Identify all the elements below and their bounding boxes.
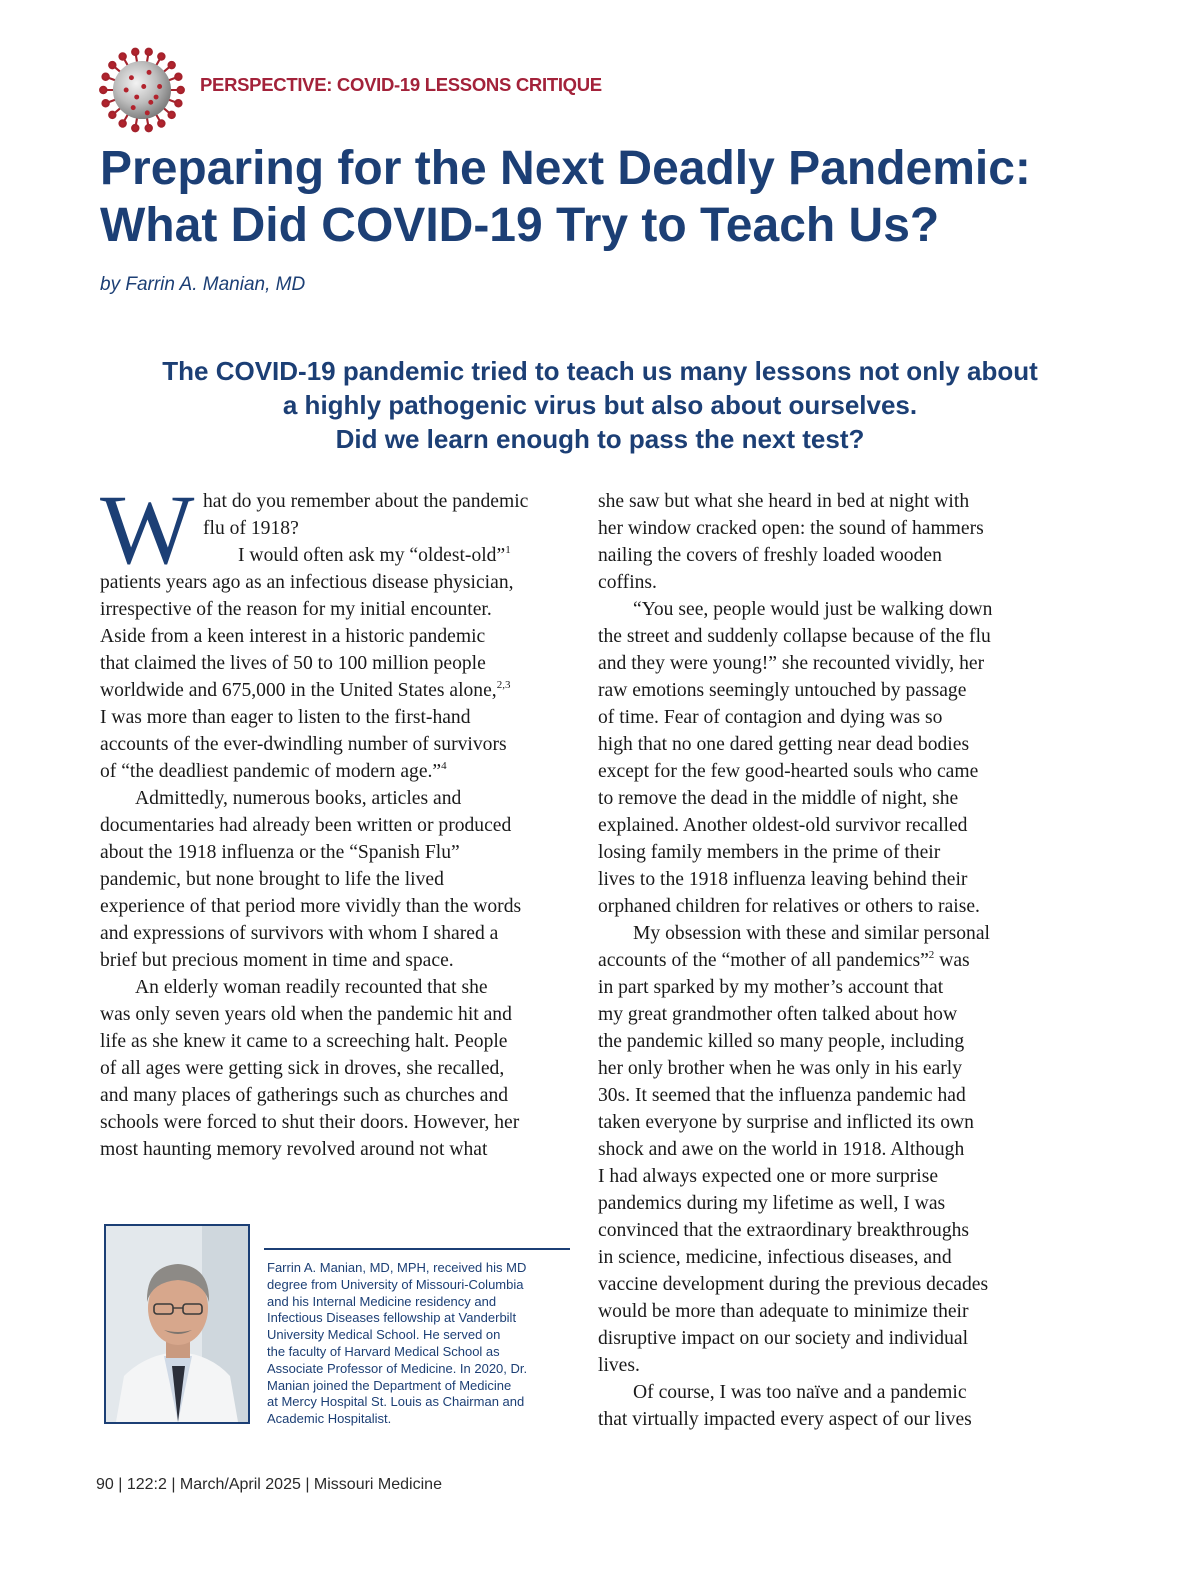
bio-line: and his Internal Medicine residency and (267, 1293, 497, 1309)
text-line: coffins. (598, 572, 657, 593)
text-line: I was more than eager to listen to the first-hand (100, 707, 471, 728)
text-line: about the 1918 influenza or the “Spanish Flu” (100, 842, 460, 863)
text-line: documentaries had already been written or produced (100, 815, 512, 836)
text-line: vaccine development during the previous decades (598, 1274, 989, 1295)
text-line: lives. (598, 1355, 640, 1376)
bio-line: Farrin A. Manian, MD, MPH, received his MD (267, 1260, 527, 1275)
text-line: that virtually impacted every aspect of our lives (598, 1409, 972, 1430)
text-line: that claimed the lives of 50 to 100 million people (100, 653, 486, 674)
text-line: Admittedly, numerous books, articles and (135, 788, 462, 809)
text-line: worldwide and 675,000 in the United States alone,$^{2,3}$ (100, 679, 511, 701)
bio-line: Associate Professor of Medicine. In 2020, Dr. (267, 1360, 528, 1376)
author-portrait-icon (106, 1226, 248, 1422)
left-column (100, 488, 580, 1163)
deck-line: a highly pathogenic virus but also about ourselves. (282, 390, 918, 420)
coronavirus-icon (98, 46, 186, 134)
text-line: Of course, I was too naïve and a pandemic (633, 1382, 967, 1403)
text-line: of “the deadliest pandemic of modern age.”$^4$ (100, 760, 447, 782)
bio-divider (264, 1248, 570, 1250)
bio-line: Manian joined the Department of Medicine (267, 1377, 512, 1393)
text-line: life as she knew it came to a screeching halt. People (100, 1031, 508, 1052)
text-line: hat do you remember about the pandemic (203, 491, 529, 512)
page-footer: 90 | 122:2 | March/April 2025 | Missouri Medicine (96, 1476, 442, 1493)
text-line: “You see, people would just be walking down (633, 599, 993, 620)
text-line: was only seven years old when the pandemic hit and (100, 1004, 512, 1025)
text-line: pandemics during my lifetime as well, I was (598, 1193, 946, 1214)
text-line: to remove the dead in the middle of night, she (598, 788, 959, 809)
text-line: experience of that period more vividly than the words (100, 896, 522, 917)
bio-line: Academic Hospitalist. (267, 1411, 392, 1427)
text-line: except for the few good-hearted souls who came (598, 761, 979, 782)
text-line: disruptive impact on our society and individual (598, 1328, 969, 1349)
title-line: Preparing for the Next Deadly Pandemic: (100, 142, 1031, 195)
text-line: would be more than adequate to minimize their (598, 1301, 969, 1322)
text-line: in science, medicine, infectious diseases, and (598, 1247, 952, 1268)
right-column (598, 488, 1048, 1433)
text-line: explained. Another oldest-old survivor recalled (598, 815, 968, 836)
article-title (100, 140, 1140, 254)
text-line: convinced that the extraordinary breakthroughs (598, 1220, 970, 1241)
deck-line: The COVID-19 pandemic tried to teach us many lessons not only about (162, 356, 1038, 386)
text-line: high that no one dared getting near dead bodies (598, 734, 970, 755)
text-line: my great grandmother often talked about how (598, 1004, 958, 1025)
text-line: My obsession with these and similar personal (633, 923, 990, 944)
text-line: the pandemic killed so many people, including (598, 1031, 965, 1052)
bio-line: Infectious Diseases fellowship at Vanderbilt (267, 1310, 517, 1326)
text-line: flu of 1918? (203, 518, 299, 539)
deck-subtitle (60, 354, 1140, 456)
drop-cap: W (100, 474, 195, 585)
text-line: I had always expected one or more surprise (598, 1166, 939, 1187)
text-line: her window cracked open: the sound of hammers (598, 518, 984, 539)
text-line: patients years ago as an infectious disease physician, (100, 572, 514, 593)
author-portrait (104, 1224, 250, 1424)
text-line: 30s. It seemed that the influenza pandemic had (598, 1085, 966, 1106)
text-line: and expressions of survivors with whom I shared a (100, 923, 499, 944)
text-line: lives to the 1918 influenza leaving behind their (598, 869, 968, 890)
footnote-ref: 2 (928, 949, 935, 961)
text-line: her only brother when he was only in his early (598, 1058, 963, 1079)
footnote-ref: 1 (505, 544, 511, 556)
text-line: nailing the covers of freshly loaded wooden (598, 545, 942, 566)
footnote-ref: 4 (441, 760, 447, 772)
bio-line: at Mercy Hospital St. Louis as Chairman and (267, 1394, 525, 1410)
text-line: the street and suddenly collapse because of the flu (598, 626, 991, 647)
text-line: and they were young!” she recounted vividly, her (598, 653, 985, 674)
text-line: accounts of the ever-dwindling number of survivors (100, 734, 507, 755)
text-line: An elderly woman readily recounted that she (135, 977, 488, 998)
text-line: I would often ask my “oldest-old”$^1$ (238, 544, 511, 566)
text-line: she saw but what she heard in bed at night with (598, 491, 970, 512)
section-label: PERSPECTIVE: COVID-19 LESSONS CRITIQUE (200, 74, 602, 95)
text-line: and many places of gatherings such as churches and (100, 1085, 509, 1106)
text-line: Aside from a keen interest in a historic pandemic (100, 626, 486, 647)
text-line: most haunting memory revolved around not what (100, 1139, 488, 1160)
text-line: schools were forced to shut their doors. However, her (100, 1112, 520, 1133)
bio-line: the faculty of Harvard Medical School as (267, 1343, 500, 1359)
text-line: of all ages were getting sick in droves, she recalled, (100, 1058, 505, 1079)
text-line: brief but precious moment in time and space. (100, 950, 454, 971)
text-line: irrespective of the reason for my initial encounter. (100, 599, 492, 620)
byline: by Farrin A. Manian, MD (100, 274, 306, 295)
text-line: orphaned children for relatives or others to raise. (598, 896, 980, 917)
bio-line: degree from University of Missouri-Columbia (267, 1276, 524, 1292)
text-line: of time. Fear of contagion and dying was so (598, 707, 943, 728)
bio-line: University Medical School. He served on (267, 1327, 501, 1343)
text-line: losing family members in the prime of their (598, 842, 941, 863)
text-line: accounts of the “mother of all pandemics”$^2$ was (598, 949, 970, 971)
title-line: What Did COVID-19 Try to Teach Us? (100, 199, 940, 252)
deck-line: Did we learn enough to pass the next test? (335, 424, 865, 454)
text-line: shock and awe on the world in 1918. Although (598, 1139, 965, 1160)
text-line: pandemic, but none brought to life the lived (100, 869, 444, 890)
text-line: in part sparked by my mother’s account that (598, 977, 944, 998)
footnote-ref: 2,3 (496, 679, 511, 691)
text-line: raw emotions seemingly untouched by passage (598, 680, 967, 701)
author-bio (267, 1260, 577, 1428)
text-line: taken everyone by surprise and inflicted its own (598, 1112, 974, 1133)
